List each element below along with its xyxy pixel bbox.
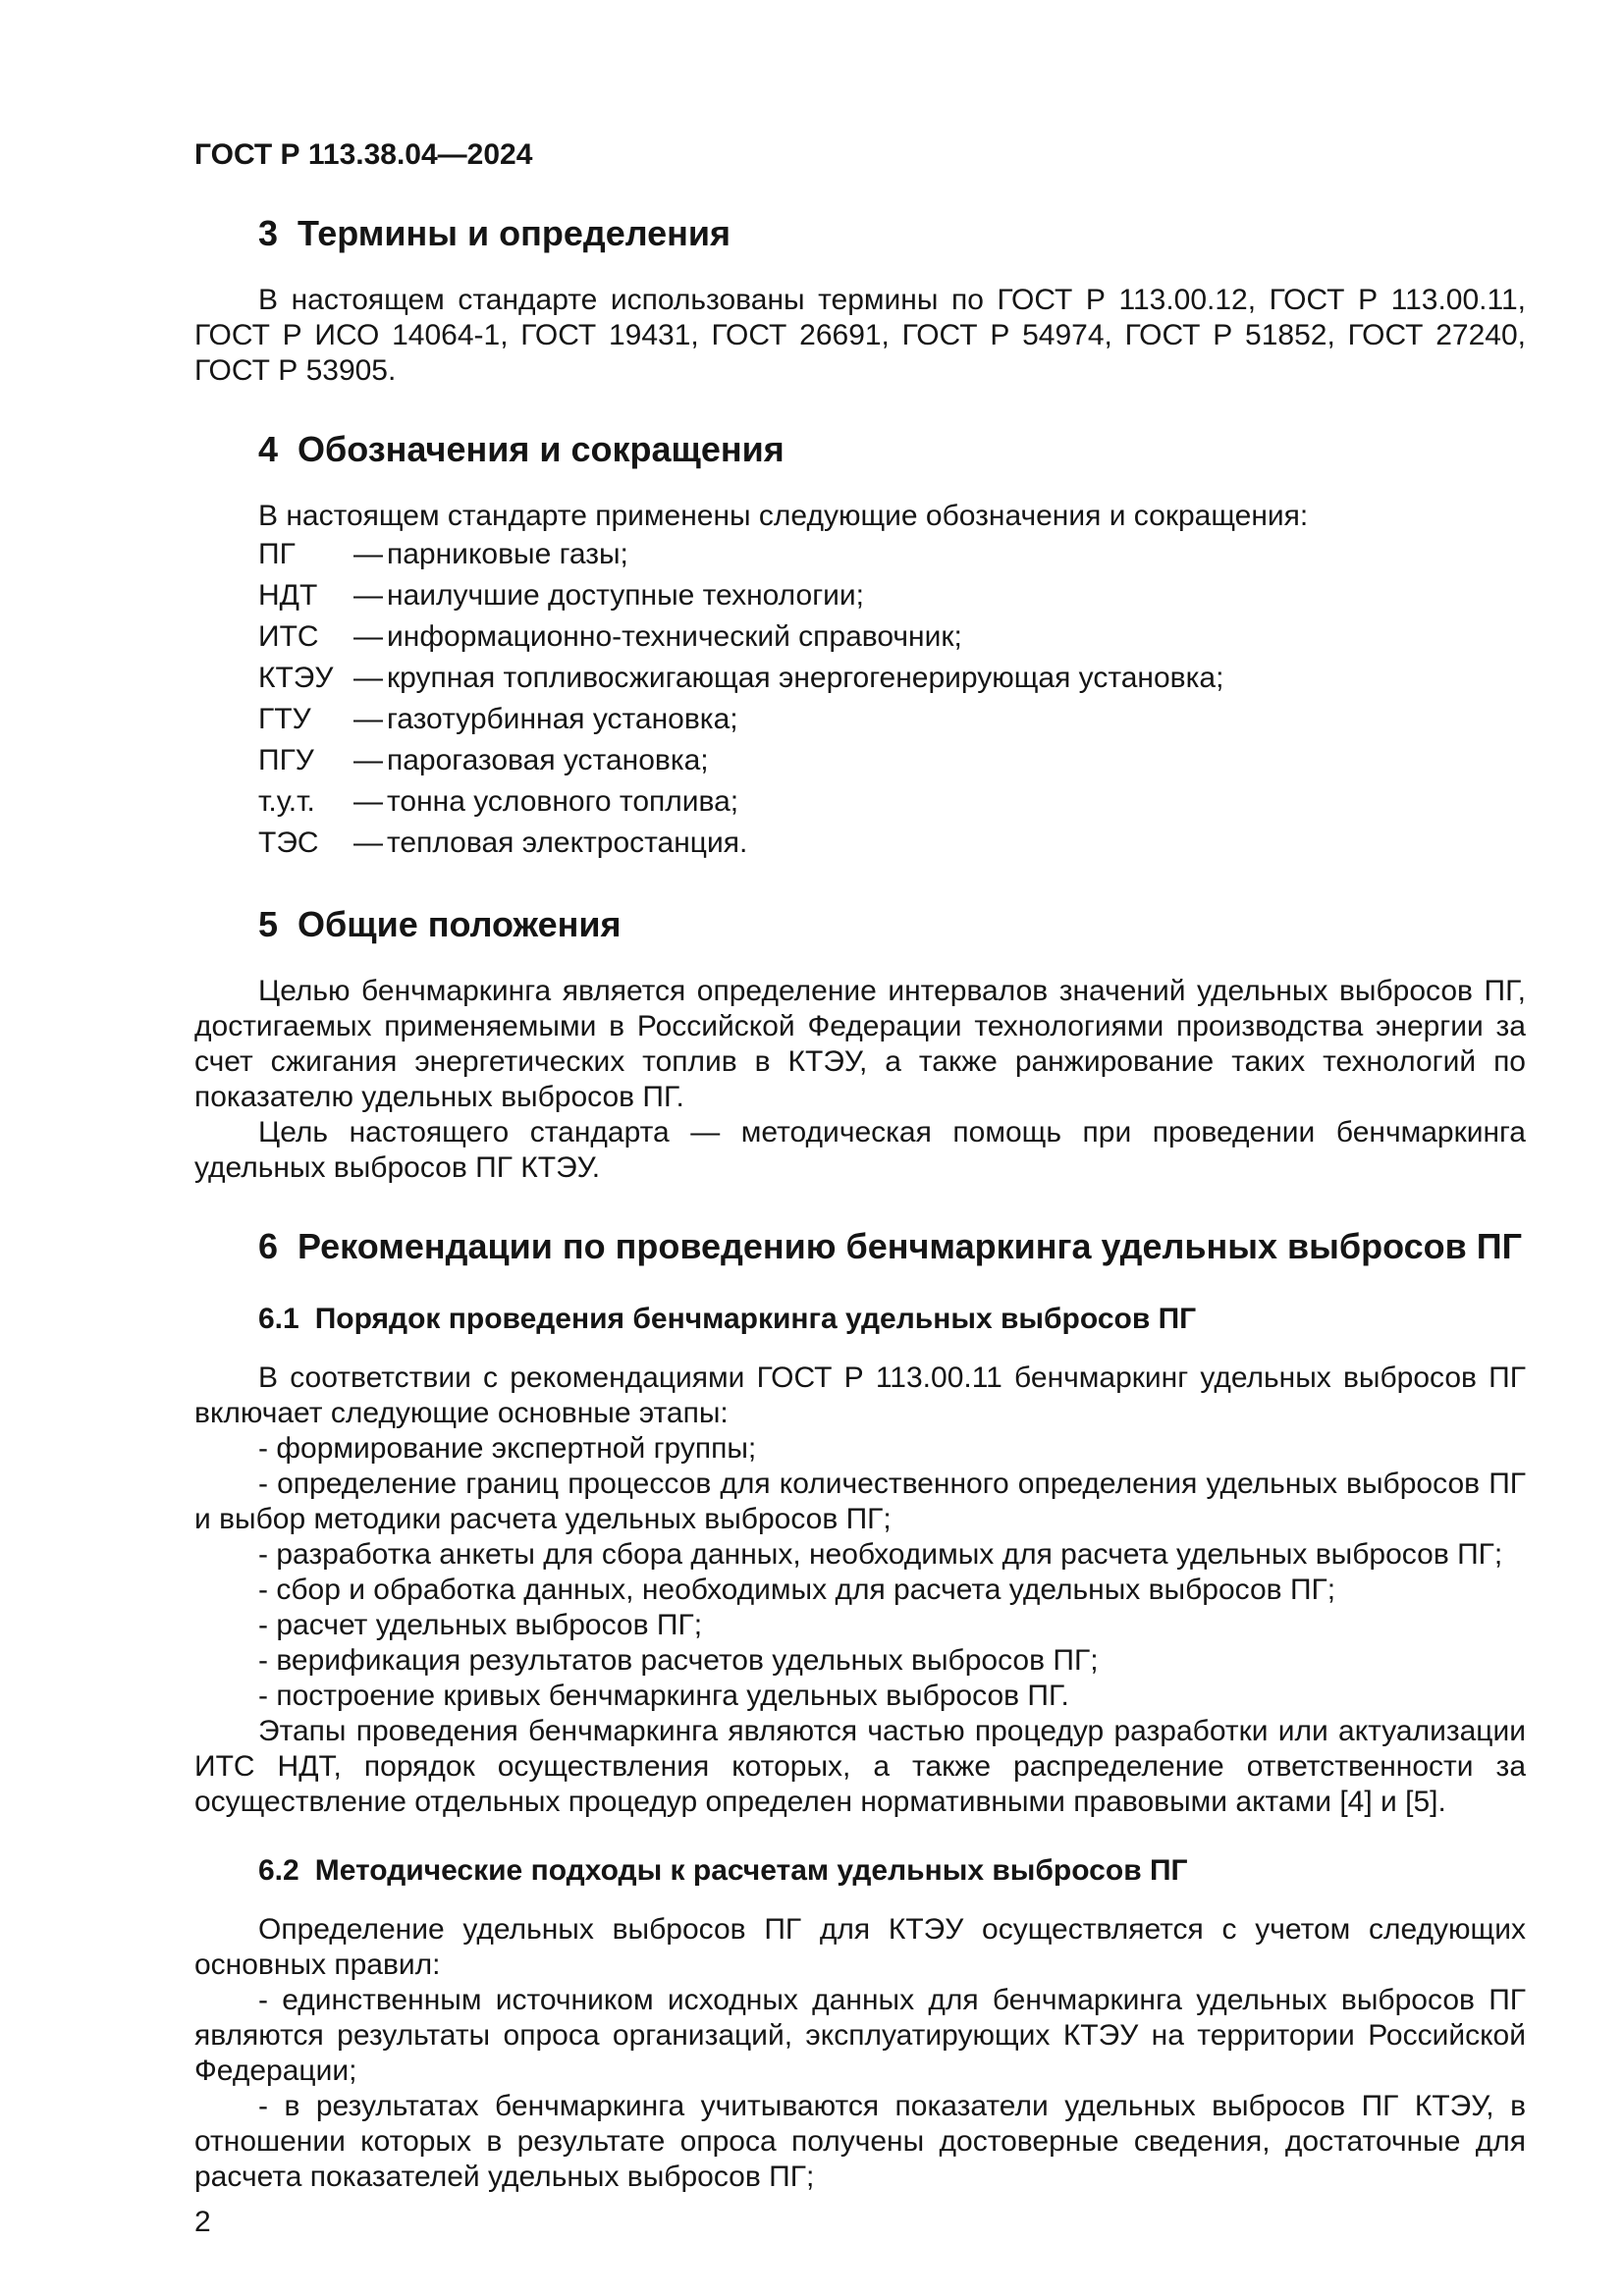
abbreviation-definition: тонна условного топлива; [387, 785, 739, 818]
section-number: 6 [258, 1226, 279, 1266]
subsection-heading-6-1 [258, 1302, 1526, 1337]
abbreviation-term: КТЭУ [258, 662, 334, 694]
abbreviation-definition: газотурбинная установка; [387, 703, 738, 735]
abbreviation-definition: наилучшие доступные технологии; [387, 579, 864, 612]
section-heading-5 [258, 903, 1526, 946]
running-header: ГОСТ Р 113.38.04—2024 [194, 138, 533, 171]
rule-list [194, 1983, 1526, 2195]
abbreviation-definition: парниковые газы; [387, 538, 628, 570]
list-item: - определение границ процессов для количественного определения удельных выбросов ПГ и выбор методики расчета удельных выбросов ПГ; [194, 1468, 1526, 1535]
subsection-number: 6.2 [258, 1854, 299, 1887]
subsection-title: Порядок проведения бенчмаркинга удельных выбросов ПГ [314, 1303, 1197, 1335]
section-title: Обозначения и сокращения [298, 429, 785, 469]
dash-separator: — [353, 703, 383, 735]
abbreviation-definition: крупная топливосжигающая энергогенерирующая установка; [387, 662, 1224, 694]
abbreviation-term: ИТС [258, 620, 319, 653]
abbreviation-term: НДТ [258, 579, 318, 612]
section-heading-6 [258, 1225, 1526, 1268]
abbreviation-definition: информационно-технический справочник; [387, 620, 962, 653]
dash-separator: — [353, 579, 383, 612]
abbreviation-term: ПГ [258, 538, 296, 570]
list-item: - формирование экспертной группы; [258, 1432, 757, 1465]
subsection-number: 6.1 [258, 1303, 299, 1335]
abbreviation-term: ТЭС [258, 827, 319, 859]
paragraph: В соответствии с рекомендациями ГОСТ Р 113.00.11 бенчмаркинг удельных выбросов ПГ включает следующие основные этапы: [194, 1362, 1526, 1429]
section-title: Общие положения [298, 904, 622, 944]
dash-separator: — [353, 827, 383, 859]
abbreviation-definition: тепловая электростанция. [387, 827, 748, 859]
dash-separator: — [353, 538, 383, 570]
abbreviation-list [194, 534, 1526, 864]
section-number: 4 [258, 429, 279, 469]
dash-separator: — [353, 662, 383, 694]
abbreviation-row [194, 534, 1526, 575]
abbreviation-term: т.у.т. [258, 785, 315, 818]
list-item: - расчет удельных выбросов ПГ; [258, 1609, 703, 1641]
subsection-title: Методические подходы к расчетам удельных выбросов ПГ [314, 1854, 1188, 1887]
list-item: - верификация результатов расчетов удельных выбросов ПГ; [258, 1644, 1099, 1677]
section-heading-3 [258, 212, 1526, 255]
abbreviation-row [194, 781, 1526, 823]
page-number: 2 [194, 2206, 211, 2238]
list-item: - в результатах бенчмаркинга учитываются показатели удельных выбросов ПГ КТЭУ, в отношении которых в результате опроса получены достоверные сведения, достаточные для расчета показателей удельных выбросов ПГ; [194, 2090, 1526, 2193]
list-item: - построение кривых бенчмаркинга удельных выбросов ПГ. [258, 1680, 1069, 1712]
paragraph: Цель настоящего стандарта — методическая помощь при проведении бенчмаркинга удельных выбросов ПГ КТЭУ. [194, 1116, 1526, 1184]
abbreviation-row [194, 740, 1526, 781]
paragraph: Этапы проведения бенчмаркинга являются частью процедур разработки или актуализации ИТС НДТ, порядок осуществления которых, а также распределение ответственности за осуществление отдельных процедур определен нормативными правовыми актами [4] и [5]. [194, 1715, 1526, 1818]
paragraph: В настоящем стандарте применены следующие обозначения и сокращения: [258, 500, 1309, 532]
stage-list [194, 1431, 1526, 1714]
abbreviation-row [194, 575, 1526, 616]
section-number: 5 [258, 904, 279, 944]
list-item: - единственным источником исходных данных для бенчмаркинга удельных выбросов ПГ являются результаты опроса организаций, эксплуатирующих КТЭУ на территории Российской Федерации; [194, 1984, 1526, 2087]
paragraph: В настоящем стандарте использованы термины по ГОСТ Р 113.00.12, ГОСТ Р 113.00.11, ГОСТ Р ИСО 14064-1, ГОСТ 19431, ГОСТ 26691, ГОСТ Р 54974, ГОСТ Р 51852, ГОСТ 27240, ГОСТ Р 53905. [194, 284, 1526, 387]
abbreviation-row [194, 658, 1526, 699]
section-heading-4 [258, 428, 1526, 471]
subsection-heading-6-2 [258, 1853, 1526, 1889]
abbreviation-row [194, 616, 1526, 658]
abbreviation-term: ГТУ [258, 703, 311, 735]
abbreviation-row [194, 699, 1526, 740]
abbreviation-row [194, 823, 1526, 864]
section-number: 3 [258, 213, 279, 253]
paragraph: Определение удельных выбросов ПГ для КТЭУ осуществляется с учетом следующих основных правил: [194, 1913, 1526, 1981]
list-item: - разработка анкеты для сбора данных, необходимых для расчета удельных выбросов ПГ; [258, 1538, 1503, 1571]
abbreviation-term: ПГУ [258, 744, 314, 776]
section-title: Рекомендации по проведению бенчмаркинга удельных выбросов ПГ [298, 1226, 1523, 1266]
dash-separator: — [353, 744, 383, 776]
paragraph: Целью бенчмаркинга является определение интервалов значений удельных выбросов ПГ, достигаемых применяемыми в Российской Федерации технологиями производства энергии за счет сжигания энергетических топлив в КТЭУ, а также ранжирование таких технологий по показателю удельных выбросов ПГ. [194, 975, 1526, 1113]
dash-separator: — [353, 620, 383, 653]
list-item: - сбор и обработка данных, необходимых для расчета удельных выбросов ПГ; [258, 1574, 1336, 1606]
section-title: Термины и определения [298, 213, 731, 253]
dash-separator: — [353, 785, 383, 818]
abbreviation-definition: парогазовая установка; [387, 744, 709, 776]
